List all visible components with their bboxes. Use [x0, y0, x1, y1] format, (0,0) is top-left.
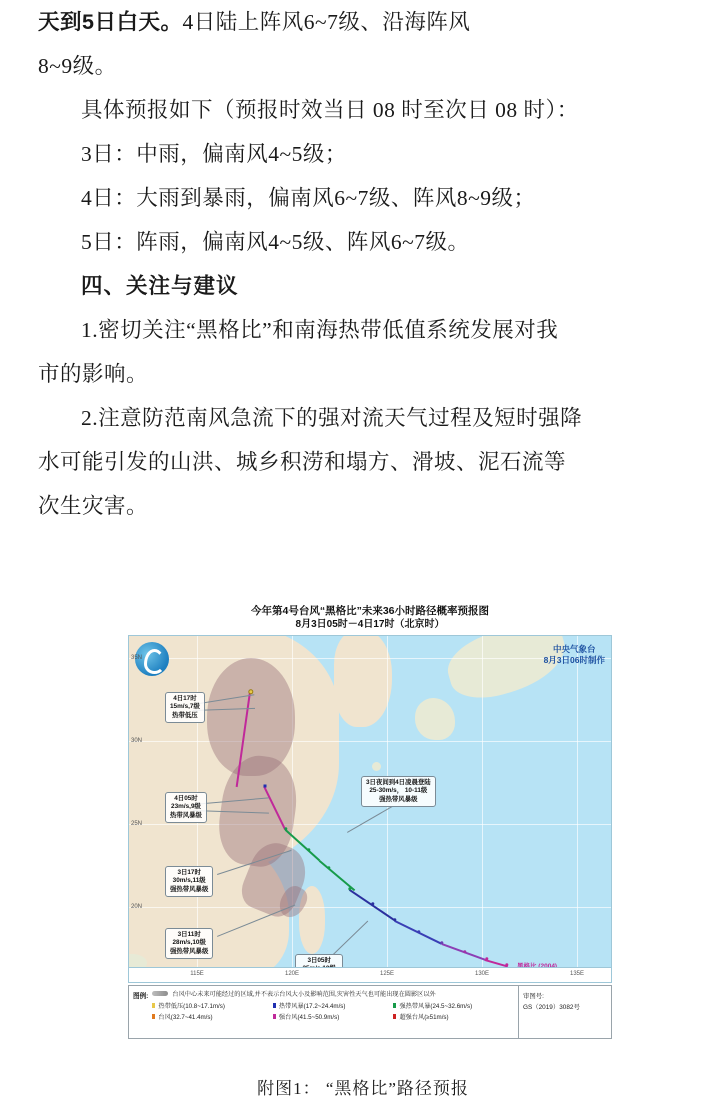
longitude-axis: [129, 967, 611, 982]
cone-swatch-icon: [152, 991, 168, 996]
legend-main: [129, 986, 518, 1038]
grid-line-horizontal: [129, 824, 611, 825]
callout-category: 强热带风暴级: [170, 885, 209, 893]
grid-line-horizontal: [129, 658, 611, 659]
ryukyu-islands: [372, 762, 381, 771]
callout-landfall-time: 3日夜间到4日凌晨登陆: [366, 779, 431, 786]
callout-landfall: [361, 776, 436, 807]
document-body: [0, 0, 726, 528]
figure-title-line2: 8月3日05时－4日17时（北京时）: [295, 619, 445, 630]
callout-landfall-category: 强热带风暴级: [379, 795, 418, 803]
advice-line: 1.密切关注“黑格比”和南海热带低值系统发展对我: [81, 318, 559, 342]
legend-item: [393, 1001, 514, 1010]
legend-item-label: 热带风暴(17.2~24.4m/s): [278, 1003, 346, 1010]
callout-time: 3日17时: [177, 869, 201, 876]
lon-tick-label: 135E: [569, 971, 585, 977]
callout-category: 热带风暴级: [170, 811, 202, 819]
lat-tick-label: 35N: [131, 655, 143, 661]
callout-wind: 28m/s,10级: [172, 939, 206, 947]
paragraph-line: 8~9级。: [38, 54, 117, 78]
lon-tick-label: 130E: [474, 971, 490, 977]
approval-value: GS（2019）3082号: [523, 1004, 580, 1011]
approval-number-box: [518, 986, 611, 1038]
japan-kyushu: [415, 698, 455, 740]
callout-time: 4日05时: [174, 795, 198, 802]
legend-item-label: 强热带风暴(24.5~32.6m/s): [399, 1003, 473, 1010]
callout-wind: 30m/s,11级: [172, 877, 206, 885]
map-legend: [128, 985, 612, 1039]
figure-title: [128, 598, 612, 632]
legend-note-row: [152, 989, 514, 998]
legend-body: [152, 989, 514, 1035]
cma-credit-line2: 8月3日06时制作: [543, 655, 605, 665]
legend-color-icon: [273, 1003, 276, 1008]
paragraph-line: [38, 0, 688, 44]
legend-title: 图例:: [133, 993, 149, 1000]
legend-item: [273, 1012, 394, 1021]
callout-4th-1700: [165, 692, 205, 723]
callout-time: 3日11时: [177, 931, 201, 938]
forecast-intro-line: 具体预报如下（预报时效当日 08 时至次日 08 时）：: [81, 98, 579, 122]
advice-line: 次生灾害。: [38, 494, 149, 518]
cma-credit-line1: 中央气象台: [553, 644, 596, 654]
track-point-tropical-storm: [264, 785, 267, 788]
callout-time: 4日17时: [173, 695, 197, 702]
callout-landfall-wind: 25-30m/s， 10-11级: [369, 787, 428, 795]
cma-credit: [544, 644, 605, 666]
paragraph-rest: 4日陆上阵风6~7级、沿海阵风: [182, 10, 471, 34]
callout-3rd-1100: [165, 928, 213, 959]
legend-item: [273, 1001, 394, 1010]
forecast-day3-line: 3日：中雨，偏南风4~5级；: [81, 142, 347, 166]
bold-lead-text: 天到5日白天。: [38, 10, 183, 34]
callout-leader-line: [333, 921, 368, 955]
callout-wind: 15m/s,7级: [170, 703, 200, 711]
callout-category: 强热带风暴级: [170, 947, 209, 955]
legend-item: [393, 1012, 514, 1021]
forecast-day5-line: 5日：阵雨，偏南风4~5级、阵风6~7级。: [81, 230, 470, 254]
legend-color-icon: [152, 1014, 155, 1019]
grid-line-horizontal: [129, 741, 611, 742]
lon-tick-label: 115E: [190, 971, 204, 977]
lon-tick-label: 120E: [284, 971, 300, 977]
section-heading: 四、关注与建议: [81, 274, 239, 298]
callout-leader-line: [347, 806, 393, 833]
callout-category: 热带低压: [172, 711, 198, 719]
legend-item-label: 强台风(41.5~50.9m/s): [278, 1014, 340, 1021]
approval-label: 审图号:: [523, 993, 544, 1000]
advice-line: 2.注意防范南风急流下的强对流天气过程及短时强降: [81, 406, 583, 430]
typhoon-track-figure: [128, 598, 612, 1068]
legend-item: [152, 1012, 273, 1021]
grid-line-vertical: [577, 636, 578, 982]
legend-color-icon: [393, 1014, 396, 1019]
legend-item: [152, 1001, 273, 1010]
advice-line: 水可能引发的山洪、城乡积涝和塌方、滑坡、泥石流等: [38, 450, 567, 474]
grid-line-horizontal: [129, 907, 611, 908]
legend-color-icon: [393, 1003, 396, 1008]
legend-color-icon: [152, 1003, 155, 1008]
advice-line: 市的影响。: [38, 362, 149, 386]
korea-peninsula: [334, 635, 392, 727]
legend-item-label: 超强台风(≥51m/s): [399, 1014, 449, 1021]
legend-items: [152, 1001, 514, 1021]
figure-title-line1: 今年第4号台风“黑格比”未来36小时路径概率预报图: [250, 605, 490, 617]
lon-tick-label: 125E: [379, 971, 395, 977]
typhoon-map: [128, 635, 612, 983]
callout-3rd-1700: [165, 866, 213, 897]
lat-tick-label: 25N: [131, 821, 143, 827]
callout-time: 3日05时: [307, 957, 331, 964]
legend-color-icon: [273, 1014, 276, 1019]
forecast-track-segment: [319, 860, 355, 891]
forecast-day4-line: 4日：大雨到暴雨，偏南风6~7级、阵风8~9级；: [81, 186, 536, 210]
callout-4th-0500: [165, 792, 207, 823]
legend-item-label: 热带低压(10.8~17.1m/s): [158, 1003, 225, 1010]
lat-tick-label: 30N: [131, 738, 143, 744]
figure-caption: 附图1： “黑格比”路径预报: [257, 1079, 469, 1098]
callout-wind: 23m/s,9级: [171, 803, 201, 811]
legend-item-label: 台风(32.7~41.4m/s): [158, 1014, 213, 1021]
grid-line-vertical: [482, 636, 483, 982]
legend-note-text: 台风中心未来可能经过的区域,并不表示台风大小及影响范围,灾害性天气也可能出现在圆影区以外: [172, 991, 436, 998]
lat-tick-label: 20N: [131, 904, 143, 910]
